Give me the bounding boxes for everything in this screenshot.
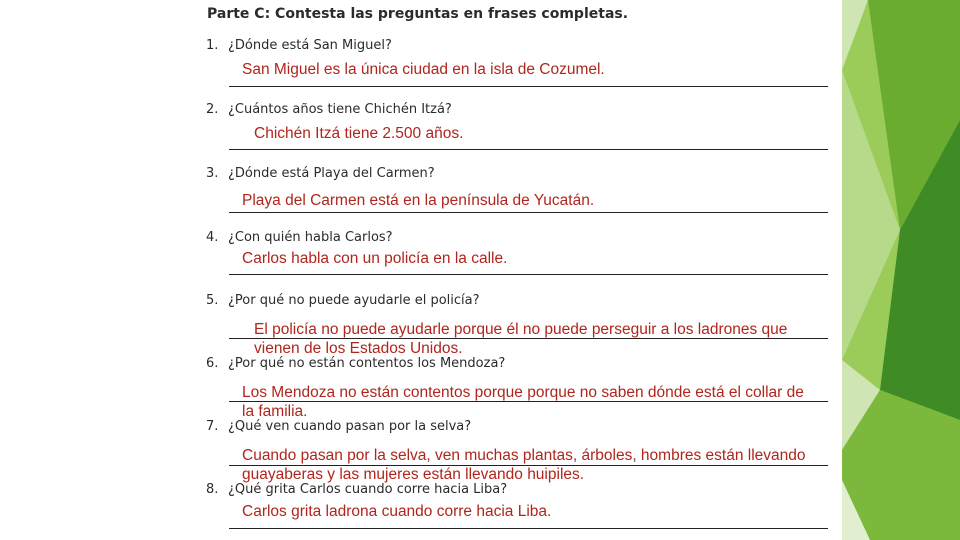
question-text: ¿Con quién habla Carlos? (228, 230, 393, 245)
question-number: 4. (206, 230, 219, 245)
answer-line (229, 274, 828, 275)
answer-3: Playa del Carmen está en la península de Yucatán. (242, 192, 595, 209)
answer-2: Chichén Itzá tiene 2.500 años. (254, 125, 464, 142)
question-1 (206, 38, 392, 53)
question-text: ¿Por qué no puede ayudarle el policía? (228, 293, 480, 308)
question-4 (206, 230, 393, 245)
answer-7: Cuando pasan por la selva, ven muchas plantas, árboles, hombres están llevando guayaberas y las mujeres están llevando huipiles. (242, 447, 806, 483)
question-number: 8. (206, 482, 219, 497)
question-text: ¿Dónde está Playa del Carmen? (228, 166, 435, 181)
question-8 (206, 482, 507, 497)
question-number: 1. (206, 38, 219, 53)
question-text: ¿Qué ven cuando pasan por la selva? (228, 419, 472, 434)
facet-pale-top (842, 0, 868, 70)
worksheet-heading: Parte C: Contesta las preguntas en frases completas. (207, 6, 629, 22)
answer-line (229, 149, 828, 150)
question-number: 7. (206, 419, 219, 434)
answer-5: El policía no puede ayudarle porque él no puede perseguir a los ladrones que vienen de los Estados Unidos. (254, 321, 788, 357)
answer-line (229, 465, 828, 466)
answer-8: Carlos grita ladrona cuando corre hacia Liba. (242, 503, 552, 520)
question-number: 5. (206, 293, 219, 308)
facet-pale-mid (842, 360, 880, 450)
facet-mid-top (868, 0, 960, 230)
worksheet (200, 0, 835, 540)
question-2 (206, 102, 452, 117)
answer-line (229, 86, 828, 87)
answer-line (229, 338, 828, 339)
question-text: ¿Por qué no están contentos los Mendoza? (228, 356, 506, 371)
facet-mid-bottom (842, 390, 960, 540)
answer-1: San Miguel es la única ciudad en la isla de Cozumel. (242, 61, 605, 78)
question-6 (206, 356, 505, 371)
facet-base (842, 0, 960, 540)
answer-line (229, 528, 828, 529)
facet-pale-bottom (842, 480, 870, 540)
question-5 (206, 293, 480, 308)
answer-4: Carlos habla con un policía en la calle. (242, 250, 508, 267)
question-7 (206, 419, 471, 434)
question-number: 3. (206, 166, 219, 181)
question-number: 6. (206, 356, 219, 371)
answer-line (229, 212, 828, 213)
answer-line (229, 401, 828, 402)
facet-dark (880, 120, 960, 420)
facet-light-left (842, 70, 900, 360)
answer-6: Los Mendoza no están contentos porque porque no saben dónde está el collar de la familia. (242, 384, 804, 420)
question-text: ¿Cuántos años tiene Chichén Itzá? (228, 102, 452, 117)
question-text: ¿Qué grita Carlos cuando corre hacia Liba? (228, 482, 508, 497)
question-text: ¿Dónde está San Miguel? (228, 38, 392, 53)
question-number: 2. (206, 102, 219, 117)
question-3 (206, 166, 435, 181)
